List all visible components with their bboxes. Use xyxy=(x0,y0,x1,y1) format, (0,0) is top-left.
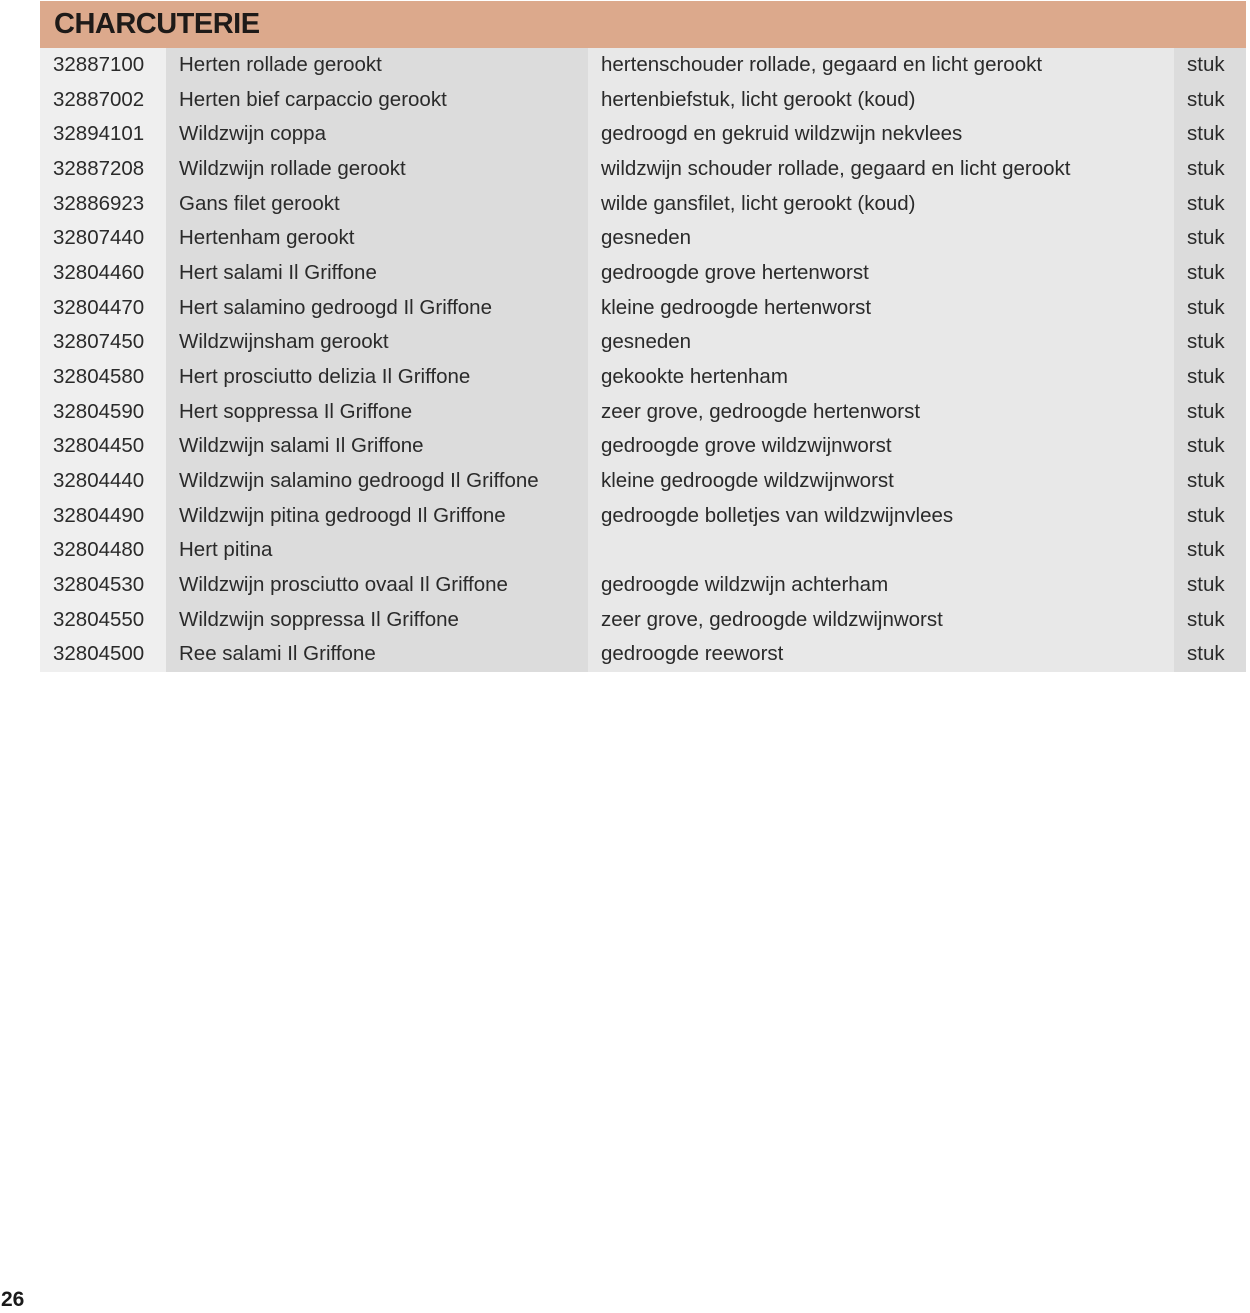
product-description: kleine gedroogde hertenworst xyxy=(588,291,1174,326)
product-code: 32887002 xyxy=(40,83,166,118)
section-header xyxy=(40,1,1246,48)
product-description: hertenschouder rollade, gegaard en licht gerookt xyxy=(588,48,1174,83)
product-code: 32894101 xyxy=(40,117,166,152)
product-description: gedroogde grove hertenworst xyxy=(588,256,1174,291)
product-unit: stuk xyxy=(1174,256,1246,291)
product-code: 32804440 xyxy=(40,464,166,499)
product-unit: stuk xyxy=(1174,533,1246,568)
product-code: 32804460 xyxy=(40,256,166,291)
product-name: Hert pitina xyxy=(166,533,588,568)
product-description: gesneden xyxy=(588,221,1174,256)
section-title: CHARCUTERIE xyxy=(54,8,260,40)
product-unit: stuk xyxy=(1174,637,1246,672)
product-name: Gans filet gerookt xyxy=(166,187,588,222)
product-unit: stuk xyxy=(1174,360,1246,395)
product-description: hertenbiefstuk, licht gerookt (koud) xyxy=(588,83,1174,118)
product-code: 32804450 xyxy=(40,429,166,464)
product-description: kleine gedroogde wildzwijnworst xyxy=(588,464,1174,499)
product-code: 32804470 xyxy=(40,291,166,326)
charcuterie-section xyxy=(40,1,1246,672)
product-unit: stuk xyxy=(1174,291,1246,326)
product-unit: stuk xyxy=(1174,499,1246,534)
product-code: 32804480 xyxy=(40,533,166,568)
product-unit: stuk xyxy=(1174,221,1246,256)
product-code: 32887100 xyxy=(40,48,166,83)
product-name: Hertenham gerookt xyxy=(166,221,588,256)
product-description: wilde gansfilet, licht gerookt (koud) xyxy=(588,187,1174,222)
product-description: gedroogde bolletjes van wildzwijnvlees xyxy=(588,499,1174,534)
page-number: 26 xyxy=(1,1288,25,1311)
product-name: Hert salami Il Griffone xyxy=(166,256,588,291)
product-unit: stuk xyxy=(1174,464,1246,499)
product-name: Wildzwijn rollade gerookt xyxy=(166,152,588,187)
product-code: 32804490 xyxy=(40,499,166,534)
product-name: Wildzwijn salami Il Griffone xyxy=(166,429,588,464)
product-description: wildzwijn schouder rollade, gegaard en licht gerookt xyxy=(588,152,1174,187)
product-code: 32804580 xyxy=(40,360,166,395)
product-description: gedroogde reeworst xyxy=(588,637,1174,672)
product-unit: stuk xyxy=(1174,187,1246,222)
product-unit: stuk xyxy=(1174,325,1246,360)
product-unit: stuk xyxy=(1174,395,1246,430)
product-code: 32887208 xyxy=(40,152,166,187)
product-unit: stuk xyxy=(1174,152,1246,187)
product-name: Wildzwijn soppressa Il Griffone xyxy=(166,603,588,638)
product-name: Wildzwijnsham gerookt xyxy=(166,325,588,360)
product-name: Hert salamino gedroogd Il Griffone xyxy=(166,291,588,326)
product-table xyxy=(40,48,1246,672)
product-name: Wildzwijn pitina gedroogd Il Griffone xyxy=(166,499,588,534)
product-unit: stuk xyxy=(1174,568,1246,603)
product-code: 32804550 xyxy=(40,603,166,638)
product-name: Wildzwijn salamino gedroogd Il Griffone xyxy=(166,464,588,499)
product-unit: stuk xyxy=(1174,48,1246,83)
product-description: gesneden xyxy=(588,325,1174,360)
product-name: Wildzwijn coppa xyxy=(166,117,588,152)
product-name: Herten bief carpaccio gerookt xyxy=(166,83,588,118)
product-name: Herten rollade gerookt xyxy=(166,48,588,83)
product-description: gedroogde wildzwijn achterham xyxy=(588,568,1174,603)
product-unit: stuk xyxy=(1174,117,1246,152)
product-name: Wildzwijn prosciutto ovaal Il Griffone xyxy=(166,568,588,603)
product-description: zeer grove, gedroogde hertenworst xyxy=(588,395,1174,430)
product-description: gekookte hertenham xyxy=(588,360,1174,395)
product-description: zeer grove, gedroogde wildzwijnworst xyxy=(588,603,1174,638)
product-unit: stuk xyxy=(1174,429,1246,464)
product-code: 32807450 xyxy=(40,325,166,360)
product-code: 32804500 xyxy=(40,637,166,672)
product-description xyxy=(588,533,1174,568)
product-unit: stuk xyxy=(1174,603,1246,638)
product-description: gedroogd en gekruid wildzwijn nekvlees xyxy=(588,117,1174,152)
product-code: 32807440 xyxy=(40,221,166,256)
product-code: 32804590 xyxy=(40,395,166,430)
product-name: Hert prosciutto delizia Il Griffone xyxy=(166,360,588,395)
product-description: gedroogde grove wildzwijnworst xyxy=(588,429,1174,464)
product-name: Hert soppressa Il Griffone xyxy=(166,395,588,430)
product-unit: stuk xyxy=(1174,83,1246,118)
product-code: 32804530 xyxy=(40,568,166,603)
product-code: 32886923 xyxy=(40,187,166,222)
product-name: Ree salami Il Griffone xyxy=(166,637,588,672)
